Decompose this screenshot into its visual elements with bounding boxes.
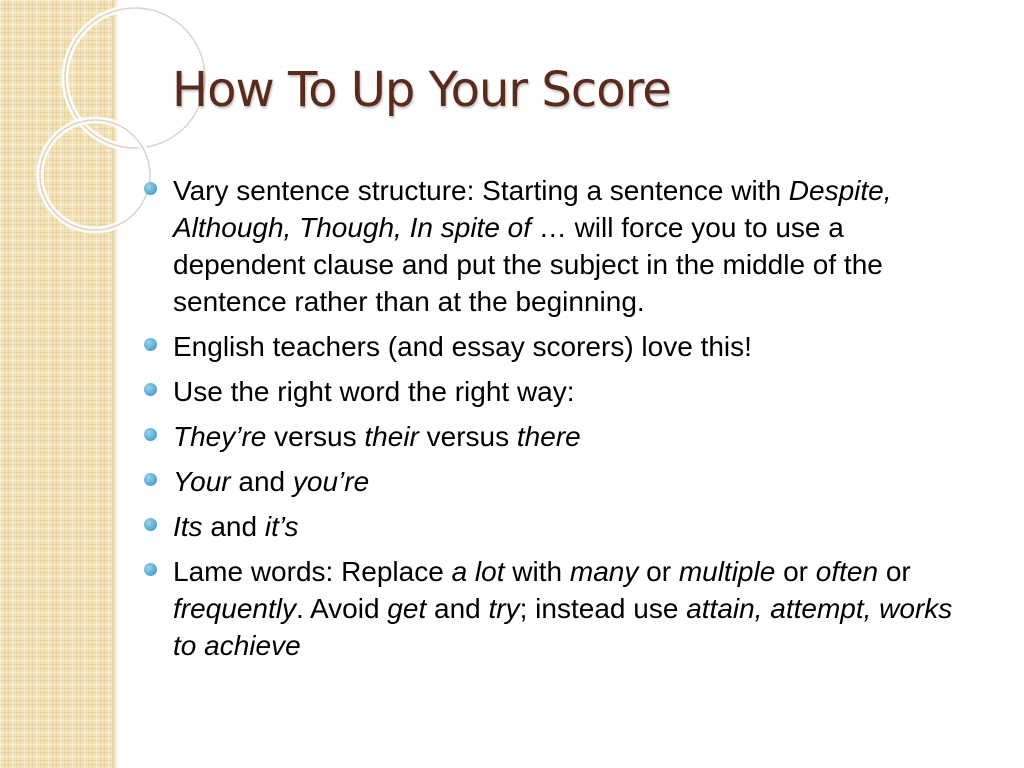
- italic-text-segment: try: [488, 593, 520, 624]
- italic-text-segment: Its: [173, 511, 203, 542]
- text-segment: ; instead use: [519, 593, 687, 624]
- italic-text-segment: it’s: [264, 511, 299, 542]
- text-segment: … will force you to use a dependent clause and put the subject in the middle of the sentence rather than at the beginning.: [173, 212, 883, 317]
- bullet-icon: [144, 518, 157, 531]
- text-segment: versus: [418, 421, 517, 452]
- italic-text-segment: there: [516, 421, 581, 452]
- text-segment: Vary sentence structure: Starting a sentence with: [173, 175, 789, 206]
- text-segment: or: [638, 556, 679, 587]
- bullet-icon: [144, 383, 157, 396]
- text-segment: with: [504, 556, 570, 587]
- bullet-text: [173, 466, 369, 497]
- text-segment: . Avoid: [295, 593, 388, 624]
- italic-text-segment: attain, attempt, works to achieve: [173, 593, 953, 661]
- bullet-text: [173, 511, 299, 542]
- text-segment: Use the right word the right way:: [173, 376, 575, 407]
- bullet-item-vary-sentence-structure: [140, 172, 980, 320]
- text-segment: or: [775, 556, 816, 587]
- bullet-icon: [144, 563, 157, 576]
- bullet-icon: [144, 338, 157, 351]
- bullet-item-your-youre: [140, 463, 980, 500]
- bullet-icon: [144, 428, 157, 441]
- italic-text-segment: Your: [173, 466, 231, 497]
- bullet-list: [140, 172, 980, 672]
- italic-text-segment: multiple: [678, 556, 776, 587]
- bullet-item-theyre-their-there: [140, 418, 980, 455]
- text-segment: Lame words: Replace: [173, 556, 452, 587]
- bullet-text: [173, 421, 581, 452]
- italic-text-segment: a lot: [451, 556, 505, 587]
- bullet-text: [173, 376, 575, 407]
- text-segment: versus: [266, 421, 365, 452]
- text-segment: or: [878, 556, 911, 587]
- italic-text-segment: get: [387, 593, 427, 624]
- bullet-text: [173, 556, 952, 661]
- bullet-icon: [144, 473, 157, 486]
- italic-text-segment: many: [569, 556, 639, 587]
- italic-text-segment: you’re: [292, 466, 370, 497]
- bullet-item-teachers-love-this: [140, 328, 980, 365]
- italic-text-segment: Despite, Although, Though, In spite of: [173, 175, 892, 243]
- italic-text-segment: They’re: [173, 421, 267, 452]
- text-segment: English teachers (and essay scorers) love this!: [173, 331, 752, 362]
- bullet-text: [173, 175, 892, 317]
- italic-text-segment: their: [364, 421, 419, 452]
- text-segment: and: [230, 466, 293, 497]
- italic-text-segment: often: [815, 556, 879, 587]
- italic-text-segment: frequently: [173, 593, 296, 624]
- slide-title: How To Up Your Score: [172, 62, 671, 118]
- bullet-text: [173, 331, 752, 362]
- text-segment: and: [426, 593, 489, 624]
- text-segment: and: [202, 511, 265, 542]
- bullet-item-its-its: [140, 508, 980, 545]
- bullet-item-right-word: [140, 373, 980, 410]
- bullet-item-lame-words: [140, 553, 980, 664]
- bullet-icon: [144, 182, 157, 195]
